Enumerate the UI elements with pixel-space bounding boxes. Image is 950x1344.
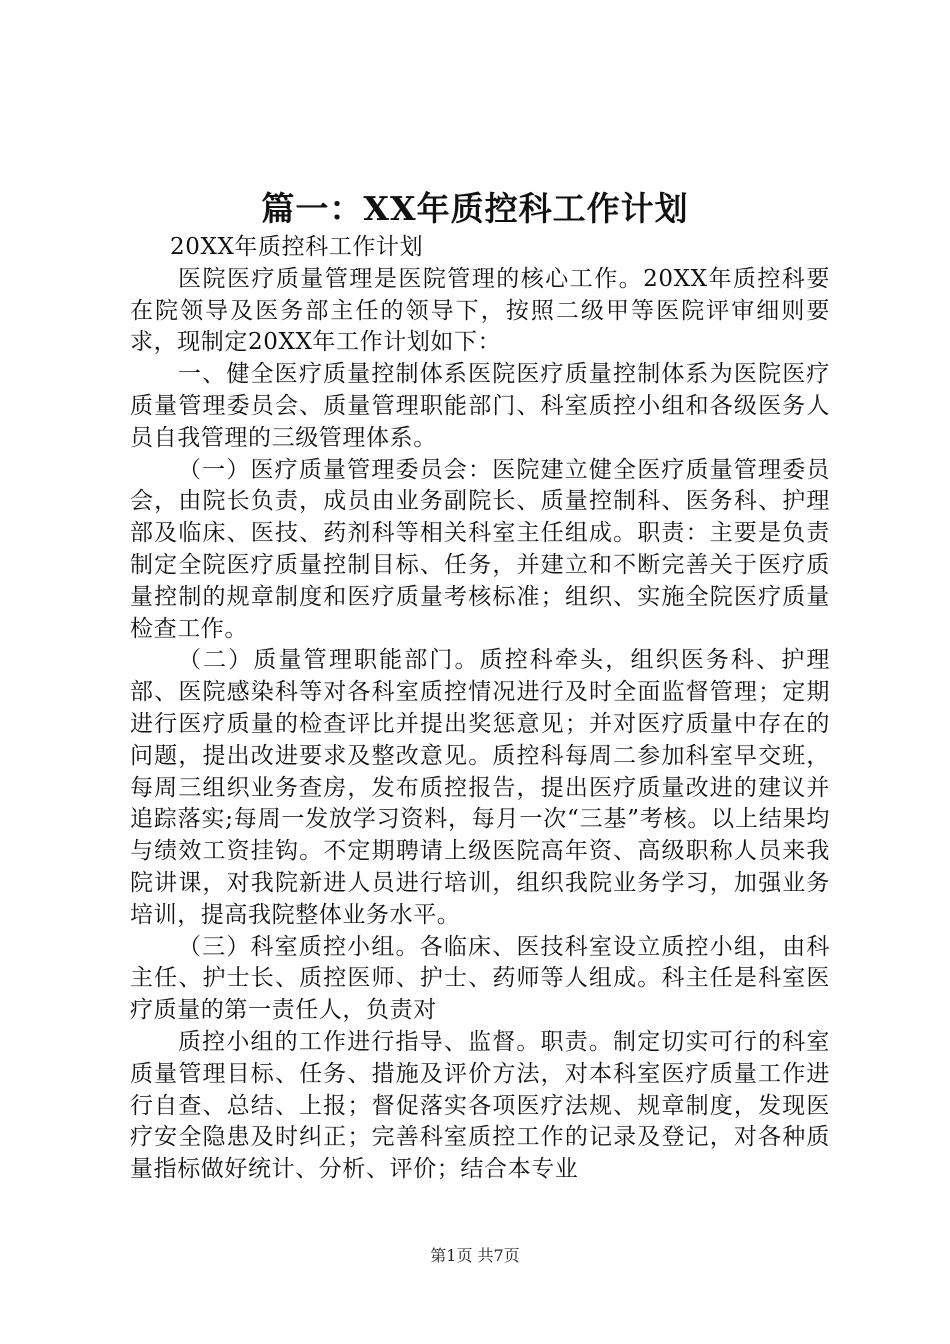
document-title: 篇一：XX年质控科工作计划 — [261, 189, 689, 228]
document-body — [130, 232, 830, 1186]
paragraph-section-1: 一、健全医疗质量控制体系医院医疗质量控制体系为医院医疗质量管理委员会、质量管理职能部门、科室质控小组和各级医务人员自我管理的三级管理体系。 — [130, 361, 830, 451]
page-footer: 第1页 共7页 — [430, 1246, 520, 1265]
paragraph-intro: 医院医疗质量管理是医院管理的核心工作。20XX年质控科要在院领导及医务部主任的领导下，按照二级甲等医院评审细则要求，现制定20XX年工作计划如下： — [130, 265, 830, 356]
paragraph-functional-dept: （二）质量管理职能部门。质控科牵头，组织医务科、护理部、医院感染科等对各科室质控情况进行及时全面监督管理；定期进行医疗质量的检查评比并提出奖惩意见；并对医疗质量中存在的问题，提出改进要求及整改意见。质控科每周二参加科室早交班，每周三组织业务查房，发布质控报告，提出医疗质量改进的建议并追踪落实;每周一发放学习资料，每月一次“三基”考核。以上结果均与绩效工资挂钩。不定期聘请上级医院高年资、高级职称人员来我院讲课，对我院新进人员进行培训，组织我院业务学习，加强业务培训，提高我院整体业务水平。 — [130, 647, 830, 928]
paragraph-committee: （一）医疗质量管理委员会：医院建立健全医疗质量管理委员会，由院长负责，成员由业务副院长、质量控制科、医务科、护理部及临床、医技、药剂科等相关科室主任组成。职责：主要是负责制定全院医疗质量控制目标、任务，并建立和不断完善关于医疗质量控制的规章制度和医疗质量考核标准；组织、实施全院医疗质量检查工作。 — [130, 456, 830, 642]
paragraph-qc-group-duties: 质控小组的工作进行指导、监督。职责。制定切实可行的科室质量管理目标、任务、措施及评价方法，对本科室医疗质量工作进行自查、总结、上报；督促落实各项医疗法规、规章制度，发现医疗安全隐患及时纠正；完善科室质控工作的记录及登记，对各种质量指标做好统计、分析、评价；结合本专业 — [130, 1028, 830, 1183]
paragraph-dept-qc-group: （三）科室质控小组。各临床、医技科室设立质控小组，由科主任、护士长、质控医师、护士、药师等人组成。科主任是科室医疗质量的第一责任人，负责对 — [130, 933, 830, 1024]
paragraph-subtitle: 20XX年质控科工作计划 — [170, 234, 424, 260]
